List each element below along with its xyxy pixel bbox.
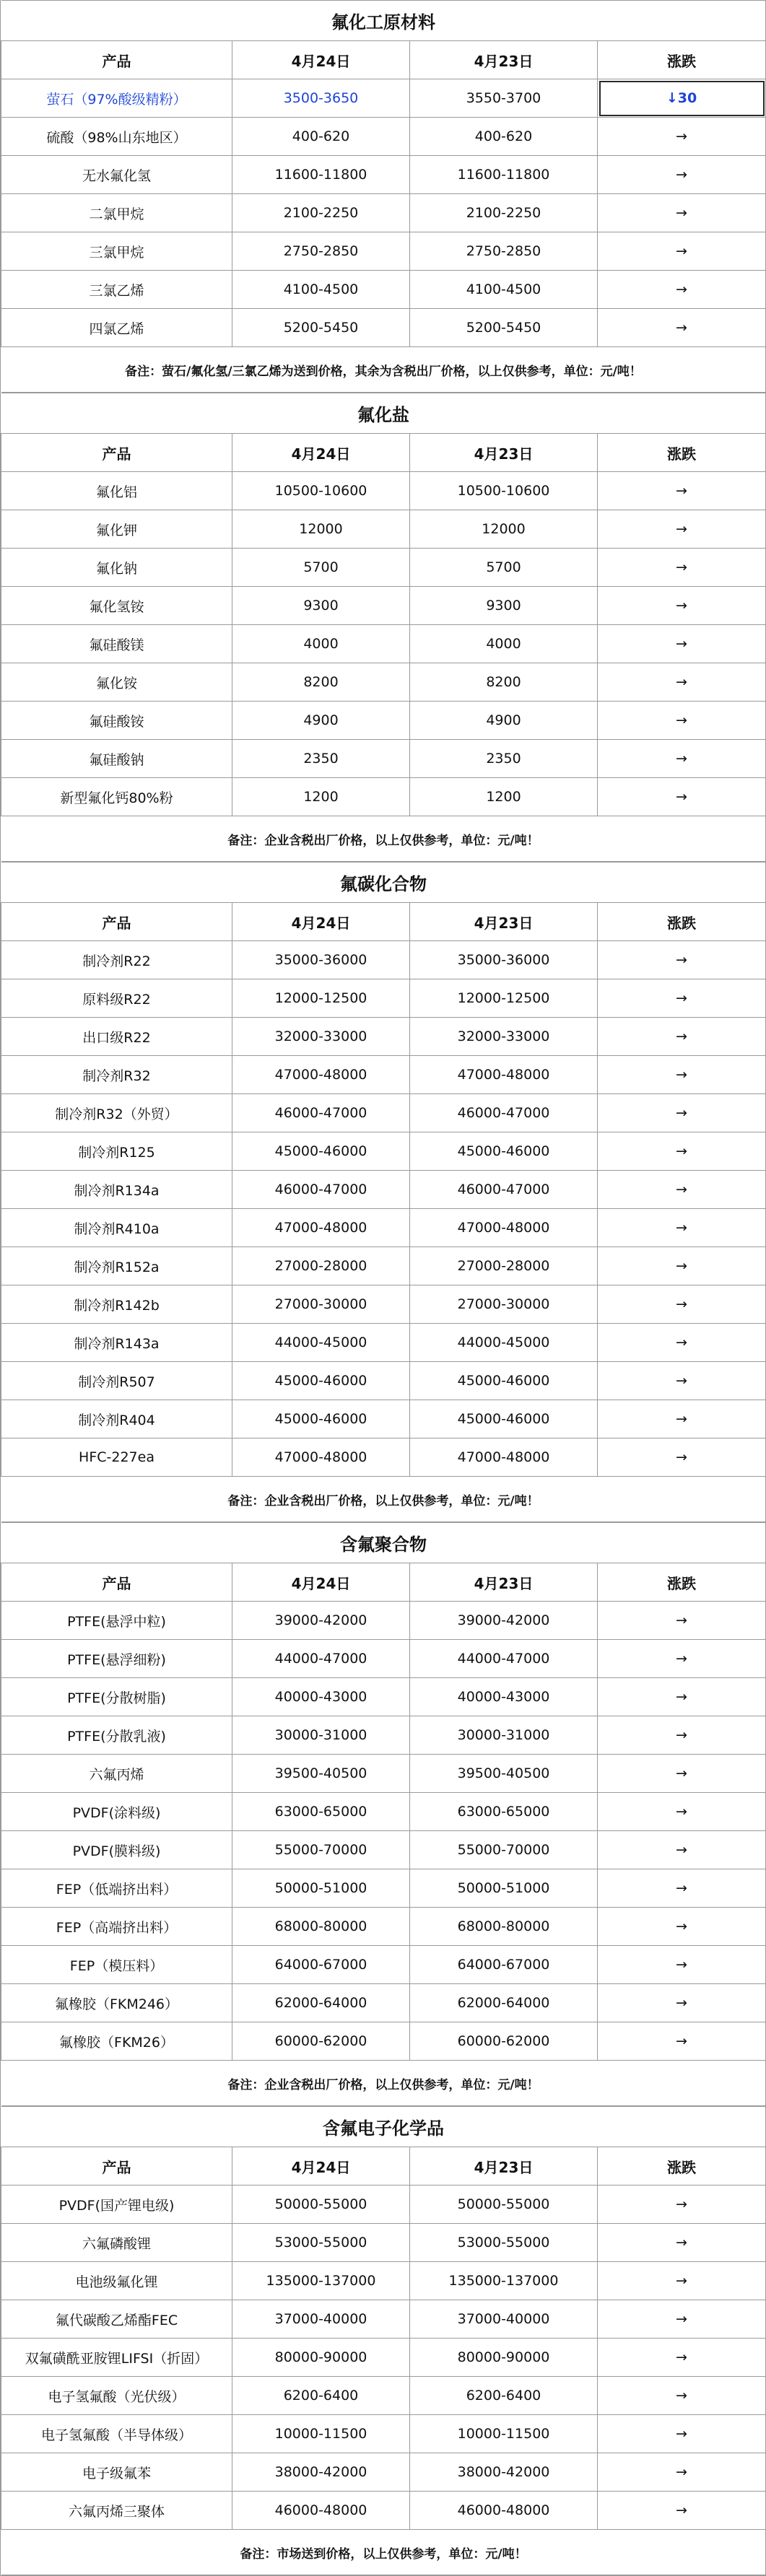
price-change: → — [598, 1247, 766, 1285]
table-row — [1, 740, 766, 778]
price-change: → — [598, 587, 766, 625]
price-date-2: 27000-28000 — [410, 1247, 598, 1285]
product-name: 制冷剂R142b — [1, 1285, 232, 1324]
section-table — [1, 393, 766, 862]
product-name: 氟硅酸钠 — [1, 740, 232, 778]
table-row — [1, 2300, 766, 2339]
price-change: → — [598, 1908, 766, 1946]
price-date-1: 30000-31000 — [232, 1716, 410, 1755]
product-name: 氟化钾 — [1, 510, 232, 549]
price-date-1: 45000-46000 — [232, 1132, 410, 1171]
price-date-2: 45000-46000 — [410, 1132, 598, 1171]
header-change: 涨跌 — [598, 434, 766, 472]
section-note: 备注：萤石/氟化氢/三氯乙烯为送到价格，其余为含税出厂价格，以上仅供参考，单位：元/吨！ — [1, 347, 766, 393]
price-change: → — [598, 1984, 766, 2022]
price-date-1: 55000-70000 — [232, 1831, 410, 1869]
header-change: 涨跌 — [598, 2147, 766, 2186]
price-change: → — [598, 941, 766, 979]
product-name: 双氟磺酰亚胺锂LIFSI（折固） — [1, 2339, 232, 2377]
price-date-1: 8200 — [232, 663, 410, 702]
price-change: → — [598, 1438, 766, 1477]
table-row — [1, 1602, 766, 1640]
price-date-1: 9300 — [232, 587, 410, 625]
table-row — [1, 1209, 766, 1247]
price-change: → — [598, 1946, 766, 1984]
price-date-1: 2350 — [232, 740, 410, 778]
product-name: 六氟丙烯三聚体 — [1, 2492, 232, 2530]
section-table — [1, 1522, 766, 2106]
price-date-2: 47000-48000 — [410, 1209, 598, 1247]
price-date-1: 62000-64000 — [232, 1984, 410, 2022]
price-change: → — [598, 1285, 766, 1324]
table-row — [1, 1984, 766, 2022]
price-change: → — [598, 2022, 766, 2061]
table-row — [1, 1755, 766, 1793]
product-name: 无水氟化氢 — [1, 156, 232, 194]
table-row — [1, 232, 766, 271]
price-date-2: 10000-11500 — [410, 2415, 598, 2453]
table-row — [1, 2453, 766, 2492]
price-change: → — [598, 2300, 766, 2339]
product-name: PVDF(涂料级) — [1, 1793, 232, 1831]
price-change: → — [598, 1716, 766, 1755]
price-date-2: 12000 — [410, 510, 598, 549]
price-date-1: 10000-11500 — [232, 2415, 410, 2453]
product-name: 氟代碳酸乙烯酯FEC — [1, 2300, 232, 2339]
price-date-2: 64000-67000 — [410, 1946, 598, 1984]
product-name: 氟硅酸镁 — [1, 625, 232, 663]
header-product: 产品 — [1, 41, 232, 79]
table-row — [1, 1678, 766, 1716]
section-title: 氟化盐 — [1, 393, 766, 434]
product-name: 电子氢氟酸（半导体级） — [1, 2415, 232, 2453]
section-table — [1, 862, 766, 1522]
price-change: → — [598, 549, 766, 587]
table-row — [1, 625, 766, 663]
section-title: 氟碳化合物 — [1, 863, 766, 903]
product-name: 制冷剂R32（外贸） — [1, 1094, 232, 1132]
price-date-1: 2100-2250 — [232, 194, 410, 232]
header-date-1: 4月24日 — [232, 41, 410, 79]
product-name: 制冷剂R134a — [1, 1171, 232, 1209]
price-change: → — [598, 2377, 766, 2415]
price-date-1: 46000-47000 — [232, 1171, 410, 1209]
table-row — [1, 2377, 766, 2415]
table-row — [1, 2492, 766, 2530]
table-row — [1, 1132, 766, 1171]
table-row — [1, 1908, 766, 1946]
table-row — [1, 1056, 766, 1094]
product-name: 新型氟化钙80%粉 — [1, 778, 232, 816]
product-name: 制冷剂R410a — [1, 1209, 232, 1247]
product-name: 氟化钠 — [1, 549, 232, 587]
table-row — [1, 702, 766, 740]
product-name: 电池级氟化锂 — [1, 2262, 232, 2300]
price-change: → — [598, 1602, 766, 1640]
product-name: 电子氢氟酸（光伏级） — [1, 2377, 232, 2415]
price-date-1: 39000-42000 — [232, 1602, 410, 1640]
product-name: 制冷剂R22 — [1, 941, 232, 979]
table-row — [1, 1438, 766, 1477]
header-change: 涨跌 — [598, 903, 766, 941]
price-date-2: 11600-11800 — [410, 156, 598, 194]
price-date-2: 38000-42000 — [410, 2453, 598, 2492]
price-date-2: 53000-55000 — [410, 2224, 598, 2262]
product-name: 六氟磷酸锂 — [1, 2224, 232, 2262]
price-date-2: 47000-48000 — [410, 1438, 598, 1477]
table-row — [1, 941, 766, 979]
table-row — [1, 194, 766, 232]
price-change: → — [598, 271, 766, 309]
price-change: → — [598, 663, 766, 702]
table-row — [1, 1094, 766, 1132]
price-change: → — [598, 2186, 766, 2224]
product-name: 四氯乙烯 — [1, 309, 232, 347]
price-date-2: 46000-47000 — [410, 1094, 598, 1132]
price-date-2: 10500-10600 — [410, 472, 598, 510]
table-row — [1, 1793, 766, 1831]
price-change: → — [598, 702, 766, 740]
price-change: → — [598, 2262, 766, 2300]
price-change: → — [598, 194, 766, 232]
table-row — [1, 79, 766, 118]
header-date-2: 4月23日 — [410, 903, 598, 941]
price-change: → — [598, 740, 766, 778]
price-date-1: 27000-28000 — [232, 1247, 410, 1285]
price-date-2: 63000-65000 — [410, 1793, 598, 1831]
price-change: → — [598, 156, 766, 194]
product-name: 氟橡胶（FKM246） — [1, 1984, 232, 2022]
price-date-2: 5700 — [410, 549, 598, 587]
table-row — [1, 1640, 766, 1678]
product-name: 出口级R22 — [1, 1018, 232, 1056]
product-name: 六氟丙烯 — [1, 1755, 232, 1793]
table-row — [1, 2262, 766, 2300]
table-row — [1, 2415, 766, 2453]
header-product: 产品 — [1, 1563, 232, 1602]
price-change: → — [598, 118, 766, 156]
product-name: PTFE(悬浮中粒) — [1, 1602, 232, 1640]
price-date-1: 400-620 — [232, 118, 410, 156]
price-date-1: 63000-65000 — [232, 1793, 410, 1831]
price-change: → — [598, 2453, 766, 2492]
header-date-2: 4月23日 — [410, 434, 598, 472]
price-date-1: 46000-47000 — [232, 1094, 410, 1132]
price-date-2: 55000-70000 — [410, 1831, 598, 1869]
table-row — [1, 2022, 766, 2061]
product-name: PTFE(悬浮细粉) — [1, 1640, 232, 1678]
product-name: PVDF(国产锂电级) — [1, 2186, 232, 2224]
price-date-2: 50000-55000 — [410, 2186, 598, 2224]
price-change: → — [598, 2492, 766, 2530]
table-row — [1, 1946, 766, 1984]
header-date-1: 4月24日 — [232, 434, 410, 472]
price-date-2: 45000-46000 — [410, 1400, 598, 1438]
table-row — [1, 309, 766, 347]
price-date-1: 68000-80000 — [232, 1908, 410, 1946]
table-row — [1, 472, 766, 510]
price-date-2: 2100-2250 — [410, 194, 598, 232]
price-date-2: 4900 — [410, 702, 598, 740]
price-date-2: 3550-3700 — [410, 79, 598, 118]
price-date-1: 32000-33000 — [232, 1018, 410, 1056]
product-name: 氟化氢铵 — [1, 587, 232, 625]
section-note: 备注：市场送到价格，以上仅供参考，单位：元/吨！ — [1, 2530, 766, 2575]
product-name: 硫酸（98%山东地区） — [1, 118, 232, 156]
price-date-1: 12000-12500 — [232, 979, 410, 1018]
price-date-2: 44000-45000 — [410, 1324, 598, 1362]
table-row — [1, 549, 766, 587]
price-change: → — [598, 510, 766, 549]
header-date-1: 4月24日 — [232, 2147, 410, 2186]
price-date-1: 53000-55000 — [232, 2224, 410, 2262]
price-change: → — [598, 1678, 766, 1716]
price-date-1: 35000-36000 — [232, 941, 410, 979]
price-date-1: 39500-40500 — [232, 1755, 410, 1793]
product-name: 氟化铵 — [1, 663, 232, 702]
header-product: 产品 — [1, 2147, 232, 2186]
header-date-1: 4月24日 — [232, 1563, 410, 1602]
table-row — [1, 2339, 766, 2377]
price-date-1: 3500-3650 — [232, 79, 410, 118]
price-date-2: 68000-80000 — [410, 1908, 598, 1946]
price-change: → — [598, 1755, 766, 1793]
product-name: FEP（低端挤出料） — [1, 1869, 232, 1908]
price-date-1: 47000-48000 — [232, 1209, 410, 1247]
header-date-2: 4月23日 — [410, 2147, 598, 2186]
product-name: 三氯乙烯 — [1, 271, 232, 309]
price-date-2: 1200 — [410, 778, 598, 816]
section-title: 含氟聚合物 — [1, 1523, 766, 1563]
price-change: → — [598, 1132, 766, 1171]
price-date-2: 6200-6400 — [410, 2377, 598, 2415]
price-date-1: 80000-90000 — [232, 2339, 410, 2377]
product-name: HFC-227ea — [1, 1438, 232, 1477]
table-row — [1, 118, 766, 156]
price-date-2: 400-620 — [410, 118, 598, 156]
product-name: 制冷剂R404 — [1, 1400, 232, 1438]
price-date-1: 6200-6400 — [232, 2377, 410, 2415]
price-date-2: 4100-4500 — [410, 271, 598, 309]
price-date-1: 1200 — [232, 778, 410, 816]
price-date-1: 50000-55000 — [232, 2186, 410, 2224]
price-change: → — [598, 1831, 766, 1869]
price-change: → — [598, 2339, 766, 2377]
table-row — [1, 1171, 766, 1209]
price-change: → — [598, 232, 766, 271]
header-date-2: 4月23日 — [410, 1563, 598, 1602]
price-date-1: 40000-43000 — [232, 1678, 410, 1716]
table-row — [1, 1716, 766, 1755]
table-row — [1, 510, 766, 549]
price-date-2: 45000-46000 — [410, 1362, 598, 1400]
price-change: → — [598, 2415, 766, 2453]
product-name: 氟硅酸铵 — [1, 702, 232, 740]
price-date-2: 37000-40000 — [410, 2300, 598, 2339]
price-date-1: 4100-4500 — [232, 271, 410, 309]
price-date-2: 62000-64000 — [410, 1984, 598, 2022]
table-row — [1, 1324, 766, 1362]
product-name: 氟化铝 — [1, 472, 232, 510]
price-date-2: 35000-36000 — [410, 941, 598, 979]
table-row — [1, 156, 766, 194]
price-change: → — [598, 2224, 766, 2262]
price-date-1: 60000-62000 — [232, 2022, 410, 2061]
product-name: FEP（高端挤出料） — [1, 1908, 232, 1946]
header-change: 涨跌 — [598, 41, 766, 79]
section-table — [1, 2106, 766, 2575]
section-note: 备注：企业含税出厂价格，以上仅供参考，单位：元/吨！ — [1, 2061, 766, 2106]
price-date-2: 30000-31000 — [410, 1716, 598, 1755]
price-date-1: 47000-48000 — [232, 1056, 410, 1094]
price-date-1: 45000-46000 — [232, 1362, 410, 1400]
product-name: 制冷剂R152a — [1, 1247, 232, 1285]
price-date-1: 5200-5450 — [232, 309, 410, 347]
price-date-1: 64000-67000 — [232, 1946, 410, 1984]
price-date-1: 4000 — [232, 625, 410, 663]
table-row — [1, 2186, 766, 2224]
product-name: 电子级氟苯 — [1, 2453, 232, 2492]
table-row — [1, 1362, 766, 1400]
header-product: 产品 — [1, 434, 232, 472]
section-title: 氟化工原材料 — [1, 1, 766, 41]
price-date-2: 60000-62000 — [410, 2022, 598, 2061]
product-name: 制冷剂R125 — [1, 1132, 232, 1171]
price-date-1: 5700 — [232, 549, 410, 587]
product-name: PVDF(膜料级) — [1, 1831, 232, 1869]
product-name: 制冷剂R32 — [1, 1056, 232, 1094]
table-row — [1, 1831, 766, 1869]
price-date-2: 39500-40500 — [410, 1755, 598, 1793]
price-change: → — [598, 1209, 766, 1247]
product-name: 原料级R22 — [1, 979, 232, 1018]
product-name: 二氯甲烷 — [1, 194, 232, 232]
price-date-1: 4900 — [232, 702, 410, 740]
price-date-2: 46000-47000 — [410, 1171, 598, 1209]
price-date-2: 2750-2850 — [410, 232, 598, 271]
price-date-2: 80000-90000 — [410, 2339, 598, 2377]
table-row — [1, 587, 766, 625]
price-date-2: 5200-5450 — [410, 309, 598, 347]
product-name: 萤石（97%酸级精粉） — [1, 79, 232, 118]
product-name: 氟橡胶（FKM26） — [1, 2022, 232, 2061]
price-date-1: 135000-137000 — [232, 2262, 410, 2300]
product-name: FEP（模压料） — [1, 1946, 232, 1984]
price-date-2: 50000-51000 — [410, 1869, 598, 1908]
header-change: 涨跌 — [598, 1563, 766, 1602]
price-change: → — [598, 1018, 766, 1056]
table-row — [1, 778, 766, 816]
price-date-1: 44000-45000 — [232, 1324, 410, 1362]
price-change: → — [598, 1324, 766, 1362]
table-row — [1, 271, 766, 309]
price-date-2: 12000-12500 — [410, 979, 598, 1018]
section-note: 备注：企业含税出厂价格，以上仅供参考，单位：元/吨！ — [1, 1477, 766, 1522]
price-change: → — [598, 1094, 766, 1132]
table-row — [1, 1247, 766, 1285]
price-date-2: 27000-30000 — [410, 1285, 598, 1324]
header-date-1: 4月24日 — [232, 903, 410, 941]
price-date-1: 38000-42000 — [232, 2453, 410, 2492]
price-change: → — [598, 1056, 766, 1094]
price-change: → — [598, 1362, 766, 1400]
price-date-1: 37000-40000 — [232, 2300, 410, 2339]
price-date-2: 8200 — [410, 663, 598, 702]
price-date-1: 50000-51000 — [232, 1869, 410, 1908]
price-change: → — [598, 1640, 766, 1678]
price-date-2: 40000-43000 — [410, 1678, 598, 1716]
price-date-1: 10500-10600 — [232, 472, 410, 510]
price-date-2: 135000-137000 — [410, 2262, 598, 2300]
price-date-2: 39000-42000 — [410, 1602, 598, 1640]
price-date-2: 2350 — [410, 740, 598, 778]
price-date-1: 46000-48000 — [232, 2492, 410, 2530]
price-change: → — [598, 1793, 766, 1831]
price-change: → — [598, 472, 766, 510]
price-date-1: 2750-2850 — [232, 232, 410, 271]
price-date-1: 27000-30000 — [232, 1285, 410, 1324]
price-date-1: 12000 — [232, 510, 410, 549]
table-row — [1, 2224, 766, 2262]
price-change: → — [598, 1869, 766, 1908]
price-date-1: 44000-47000 — [232, 1640, 410, 1678]
section-table — [1, 0, 766, 393]
product-name: 制冷剂R507 — [1, 1362, 232, 1400]
price-change: → — [598, 1400, 766, 1438]
price-date-1: 47000-48000 — [232, 1438, 410, 1477]
price-change: → — [598, 778, 766, 816]
price-date-2: 4000 — [410, 625, 598, 663]
header-date-2: 4月23日 — [410, 41, 598, 79]
price-change: ↓30 — [598, 79, 766, 118]
header-product: 产品 — [1, 903, 232, 941]
table-row — [1, 663, 766, 702]
price-date-2: 47000-48000 — [410, 1056, 598, 1094]
table-row — [1, 1869, 766, 1908]
product-name: 三氯甲烷 — [1, 232, 232, 271]
table-row — [1, 1018, 766, 1056]
price-date-2: 46000-48000 — [410, 2492, 598, 2530]
table-row — [1, 979, 766, 1018]
price-date-2: 9300 — [410, 587, 598, 625]
price-date-2: 32000-33000 — [410, 1018, 598, 1056]
price-change: → — [598, 625, 766, 663]
product-name: 制冷剂R143a — [1, 1324, 232, 1362]
table-row — [1, 1285, 766, 1324]
product-name: PTFE(分散乳液) — [1, 1716, 232, 1755]
section-title: 含氟电子化学品 — [1, 2107, 766, 2147]
price-change: → — [598, 1171, 766, 1209]
table-row — [1, 1400, 766, 1438]
price-change: → — [598, 309, 766, 347]
price-date-1: 45000-46000 — [232, 1400, 410, 1438]
price-change: → — [598, 979, 766, 1018]
product-name: PTFE(分散树脂) — [1, 1678, 232, 1716]
price-date-1: 11600-11800 — [232, 156, 410, 194]
price-date-2: 44000-47000 — [410, 1640, 598, 1678]
section-note: 备注：企业含税出厂价格，以上仅供参考，单位：元/吨！ — [1, 816, 766, 862]
